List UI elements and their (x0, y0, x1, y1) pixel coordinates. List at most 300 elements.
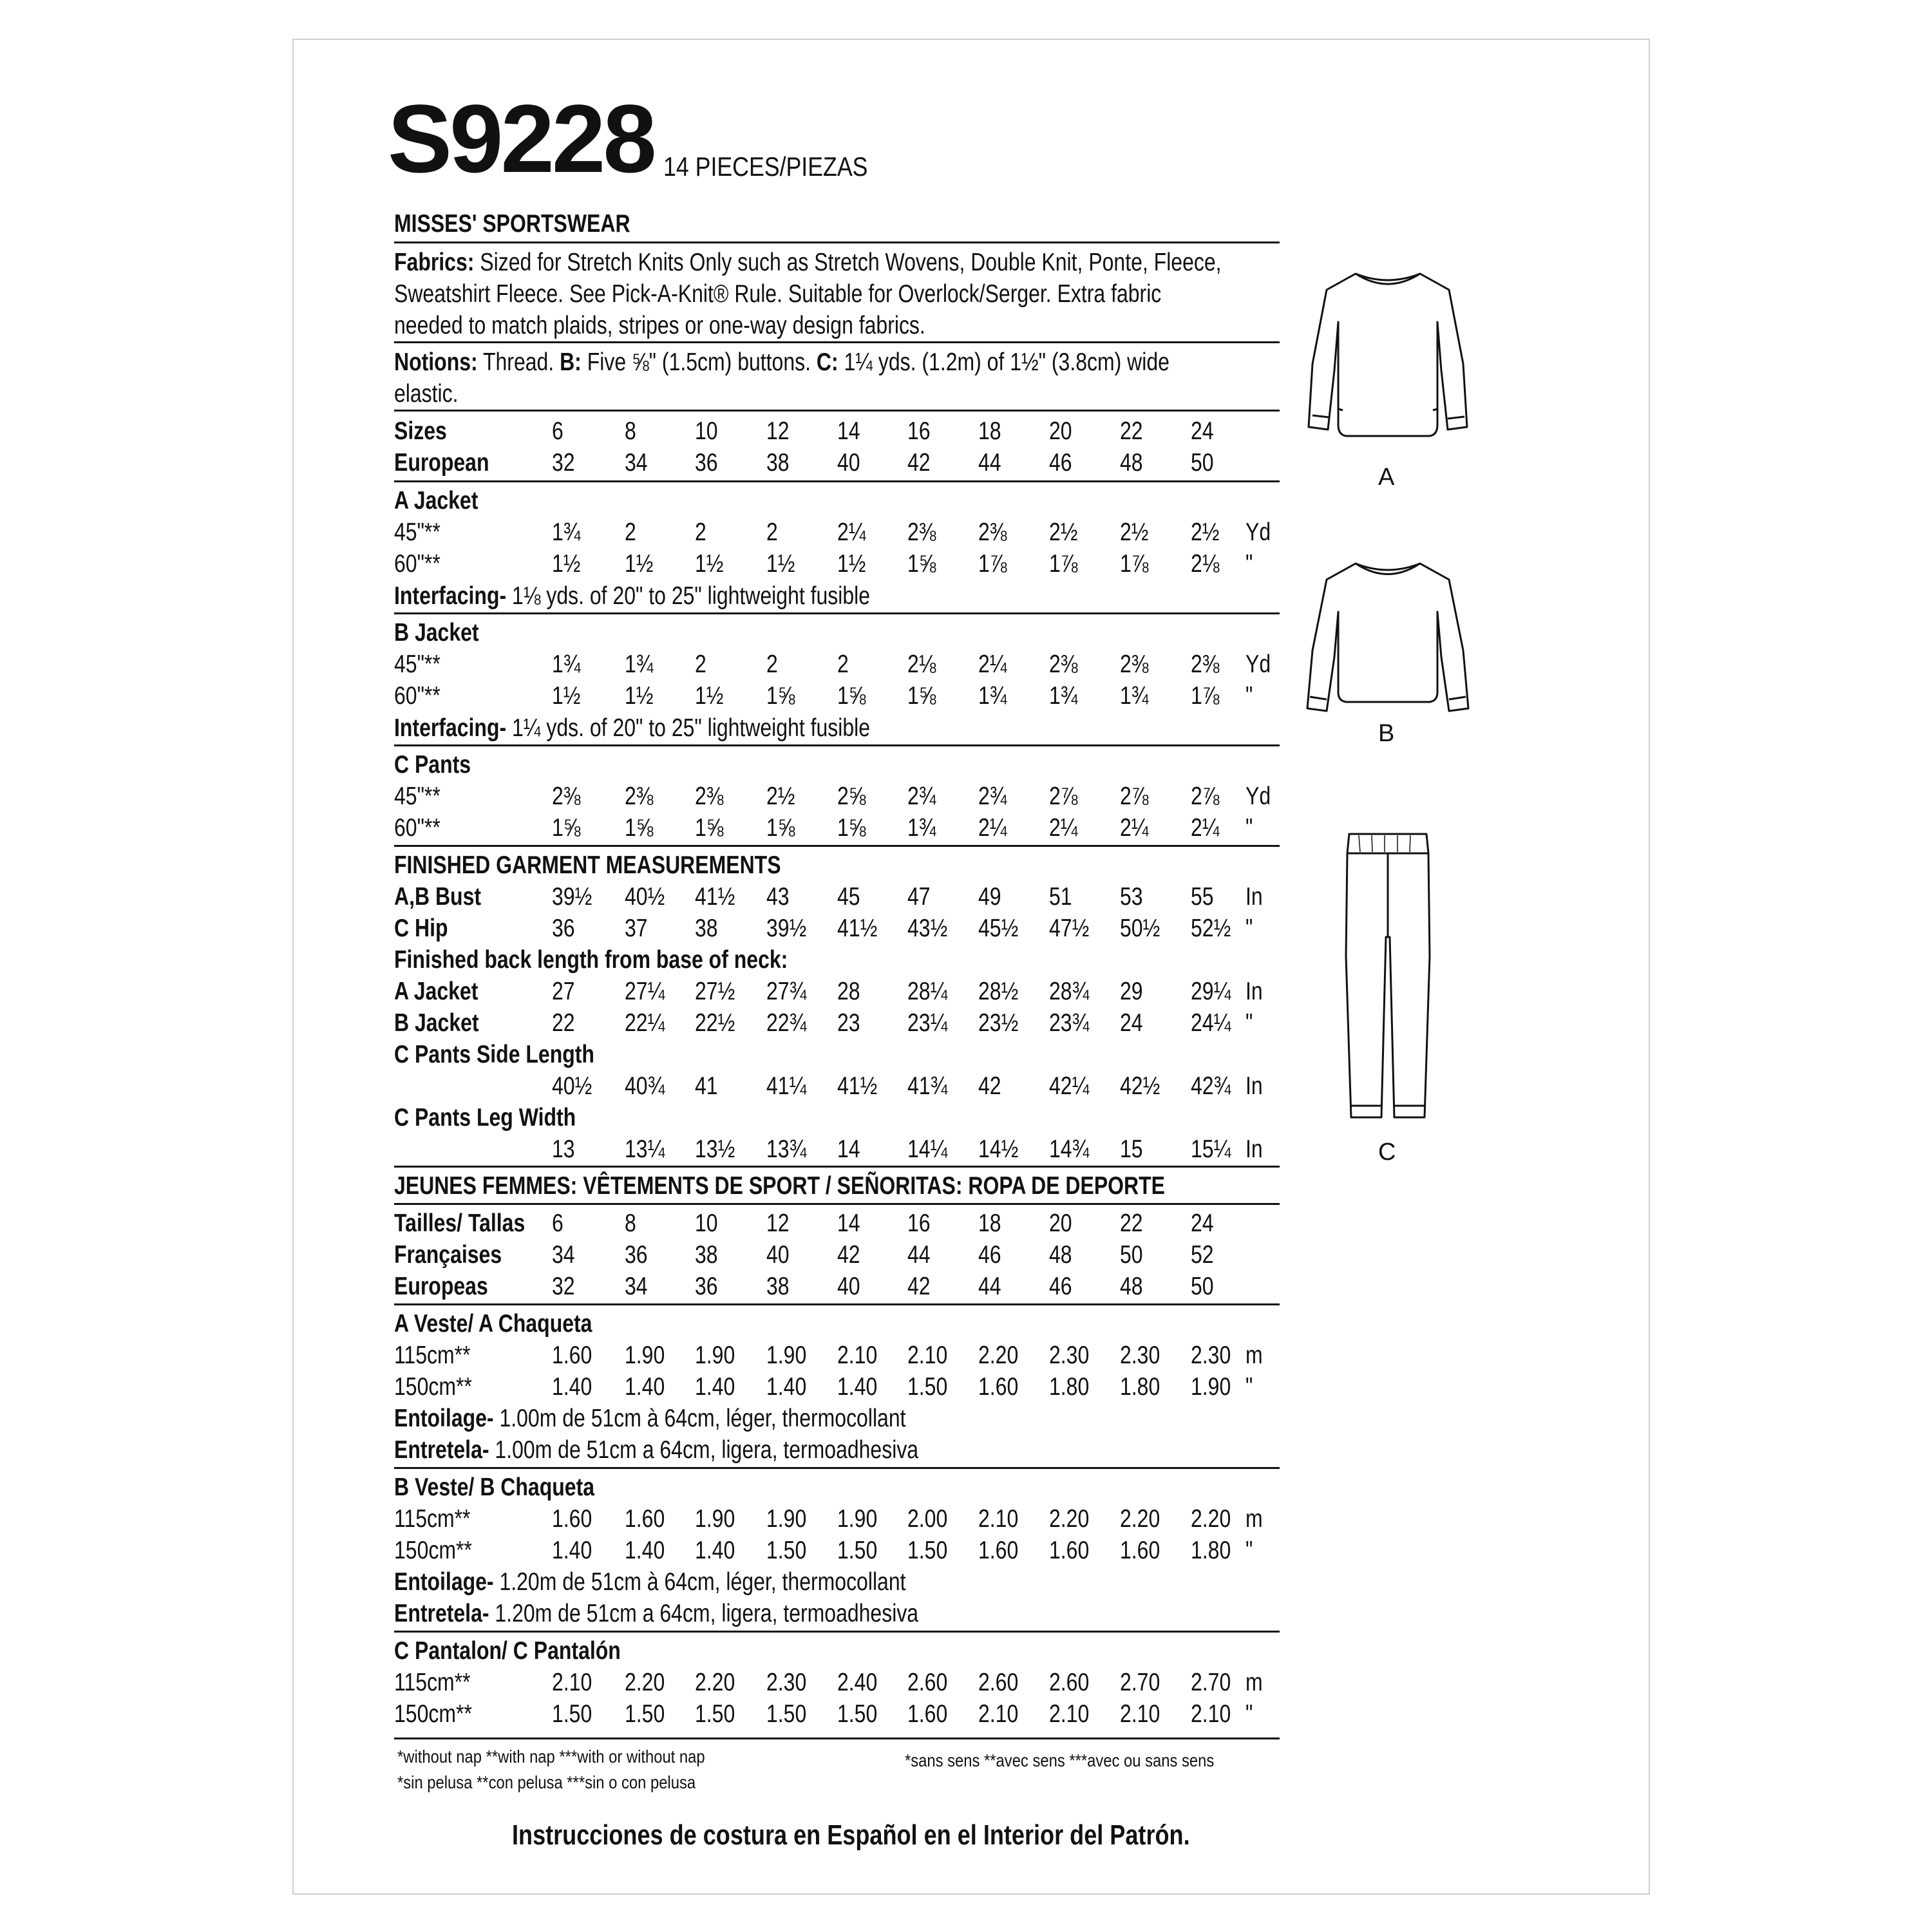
b-veste-150-cell: 1.50 (766, 1537, 807, 1564)
pants-side-length-cell: 41½ (837, 1072, 878, 1100)
a-veste-115-cell: 1.90 (766, 1341, 807, 1369)
a-veste-150-cell: 1.60 (978, 1373, 1019, 1401)
b-veste-115-cell: 2.20 (1049, 1505, 1090, 1533)
fgm-b-jacket-row-cell: 22¾ (766, 1009, 807, 1037)
pants-leg-width-cell: 15¼ (1191, 1135, 1231, 1163)
illustration-label-c: C (1378, 1139, 1396, 1166)
europeas-row-cell: 36 (695, 1273, 718, 1300)
c-pantalon-115-cell: 2.60 (907, 1669, 948, 1696)
a-veste-115-cell: 2.10 (907, 1341, 948, 1369)
a-jacket-45-cell: 2½ (1120, 518, 1149, 546)
b-veste-title: B Veste/ B Chaqueta (394, 1473, 595, 1501)
b-jacket-interfacing-label: Interfacing- (394, 714, 507, 742)
b-veste-150-cell: 1.40 (695, 1537, 735, 1564)
c-pants-45-cell: 2⅝ (837, 782, 866, 810)
b-jacket-45-cell: 2⅜ (1049, 650, 1078, 678)
fgm-a-jacket-row-label: A Jacket (394, 978, 478, 1005)
bust-row-cell: 53 (1120, 883, 1143, 911)
b-jacket-45-cell: 2 (837, 650, 849, 678)
pants-leg-width-cell: 13¼ (625, 1135, 665, 1163)
c-pantalon-115-cell: 2.70 (1191, 1669, 1231, 1696)
fgm-a-jacket-row-cell: 28 (837, 978, 860, 1005)
a-jacket-45-unit: Yd (1245, 518, 1271, 546)
a-veste-entretela (394, 1437, 918, 1463)
european-row-cell: 32 (552, 449, 575, 477)
illustration-label-a: A (1378, 464, 1395, 491)
a-veste-150-unit: " (1245, 1373, 1253, 1401)
b-veste-115-cell: 2.00 (907, 1505, 948, 1533)
a-jacket-45-cell: 2½ (1191, 518, 1220, 546)
c-pantalon-115-cell: 2.20 (625, 1669, 665, 1696)
a-veste-entretela-text: 1.00m de 51cm a 64cm, ligera, termoadhesiva (489, 1436, 919, 1464)
fabrics-label: Fabrics: (394, 249, 475, 276)
b-veste-115-cell: 1.90 (837, 1505, 878, 1533)
b-veste-115-cell: 2.10 (978, 1505, 1019, 1533)
a-jacket-45-cell: 2⅜ (978, 518, 1007, 546)
b-veste-150-unit: " (1245, 1537, 1253, 1564)
tailles-row-cell: 14 (837, 1209, 860, 1237)
c-pantalon-150-cell: 1.50 (625, 1700, 665, 1728)
table-divider (394, 1303, 1280, 1305)
fgm-b-jacket-row-cell: 24 (1120, 1009, 1143, 1037)
pants-side-length-unit: In (1245, 1072, 1263, 1100)
hip-row-cell: 47½ (1049, 914, 1090, 942)
hip-row-label: C Hip (394, 914, 448, 942)
fgm-b-jacket-row-cell: 23¾ (1049, 1009, 1090, 1037)
pants-leg-width-cell: 14½ (978, 1135, 1019, 1163)
francaises-row-cell: 48 (1049, 1241, 1072, 1269)
c-pants-60-cell: 1⅝ (552, 814, 581, 842)
c-pants-60-cell: 2¼ (1120, 814, 1149, 842)
c-pants-45-cell: 2¾ (978, 782, 1007, 810)
europeas-row-label: Europeas (394, 1273, 488, 1300)
b-veste-entretela-text: 1.20m de 51cm a 64cm, ligera, termoadhesiva (489, 1600, 919, 1627)
europeas-row-cell: 32 (552, 1273, 575, 1300)
a-jacket-60-cell: 1½ (837, 550, 866, 578)
sizes-row-cell: 20 (1049, 417, 1072, 445)
european-row-cell: 34 (625, 449, 648, 477)
b-jacket-60-cell: 1¾ (1120, 682, 1149, 710)
bust-row-label: A,B Bust (394, 883, 482, 911)
b-veste-115-cell: 2.20 (1120, 1505, 1160, 1533)
a-jacket-45-cell: 2 (695, 518, 706, 546)
b-jacket-60-cell: 1½ (552, 682, 581, 710)
a-jacket-60-label: 60"** (394, 550, 440, 578)
hip-row-cell: 36 (552, 914, 575, 942)
b-veste-150-cell: 1.40 (552, 1537, 592, 1564)
pattern-header (388, 84, 868, 193)
francaises-row-cell: 36 (625, 1241, 648, 1269)
a-jacket-title: A Jacket (394, 487, 478, 515)
tailles-row-cell: 6 (552, 1209, 564, 1237)
pants-c-icon (1333, 828, 1443, 1130)
pants-leg-width-cell: 14¼ (907, 1135, 948, 1163)
european-row-label: European (394, 449, 489, 477)
b-veste-150-cell: 1.60 (1049, 1537, 1090, 1564)
spanish-instructions-note: Instrucciones de costura en Español en el Interior del Patrón. (512, 1819, 1190, 1851)
a-jacket-60-cell: 1⅞ (1120, 550, 1149, 578)
b-veste-150-cell: 1.50 (907, 1537, 948, 1564)
b-jacket-45-cell: 2 (766, 650, 778, 678)
pants-side-length-cell: 42¾ (1191, 1072, 1231, 1100)
sizes-row-cell: 12 (766, 417, 790, 445)
bust-row-cell: 55 (1191, 883, 1214, 911)
pants-leg-width-cell: 13¾ (766, 1135, 807, 1163)
c-pantalon-150-cell: 1.50 (837, 1700, 878, 1728)
fgm-b-jacket-row-cell: 23¼ (907, 1009, 948, 1037)
b-jacket-title: B Jacket (394, 619, 479, 647)
francaises-row-cell: 34 (552, 1241, 575, 1269)
b-veste-150-cell: 1.60 (978, 1537, 1019, 1564)
b-jacket-60-cell: 1⅞ (1191, 682, 1220, 710)
c-pantalon-150-cell: 2.10 (978, 1700, 1019, 1728)
jacket-a-icon (1294, 261, 1481, 454)
a-veste-150-label: 150cm** (394, 1373, 472, 1401)
c-pants-60-cell: 1⅝ (625, 814, 654, 842)
francaises-row-cell: 44 (907, 1241, 931, 1269)
a-jacket-45-label: 45"** (394, 518, 440, 546)
c-pants-45-label: 45"** (394, 782, 440, 810)
francaises-row-cell: 52 (1191, 1241, 1214, 1269)
c-pants-60-cell: 1⅝ (837, 814, 866, 842)
a-veste-entoilage (394, 1406, 906, 1431)
europeas-row-cell: 50 (1191, 1273, 1214, 1300)
francaises-row-label: Françaises (394, 1241, 502, 1269)
european-row-cell: 40 (837, 449, 860, 477)
back-length-title: Finished back length from base of neck: (394, 946, 788, 974)
c-pantalon-115-cell: 2.30 (766, 1669, 807, 1696)
b-jacket-60-cell: 1½ (695, 682, 724, 710)
a-veste-115-cell: 2.20 (978, 1341, 1019, 1369)
a-veste-150-cell: 1.50 (907, 1373, 948, 1401)
hip-row-cell: 50½ (1120, 914, 1160, 942)
a-jacket-60-cell: 1½ (695, 550, 724, 578)
c-pantalon-115-cell: 2.60 (1049, 1669, 1090, 1696)
c-pantalon-115-cell: 2.60 (978, 1669, 1019, 1696)
b-veste-150-cell: 1.40 (625, 1537, 665, 1564)
tailles-row-cell: 8 (625, 1209, 636, 1237)
sizes-row-label: Sizes (394, 417, 447, 445)
table-divider (394, 1467, 1280, 1469)
notions-b-text: Five ⅝" (1.5cm) buttons. (581, 348, 817, 376)
b-veste-150-label: 150cm** (394, 1537, 472, 1564)
b-veste-150-cell: 1.60 (1120, 1537, 1160, 1564)
sizes-row-cell: 18 (978, 417, 1001, 445)
francaises-row-cell: 46 (978, 1241, 1001, 1269)
a-jacket-60-unit: " (1245, 550, 1253, 578)
b-jacket-60-cell: 1½ (625, 682, 654, 710)
b-jacket-60-cell: 1⅝ (766, 682, 795, 710)
a-veste-115-cell: 1.60 (552, 1341, 592, 1369)
tailles-row-cell: 12 (766, 1209, 790, 1237)
pants-side-length-cell: 42¼ (1049, 1072, 1090, 1100)
b-jacket-interfacing (394, 715, 870, 741)
a-veste-150-cell: 1.40 (837, 1373, 878, 1401)
notions-line-2: elastic. (394, 380, 459, 408)
c-pants-60-cell: 1⅝ (695, 814, 724, 842)
pants-leg-width-unit: In (1245, 1135, 1263, 1163)
pants-leg-width-label: C Pants Leg Width (394, 1104, 576, 1132)
pants-side-length-cell: 42 (978, 1072, 1001, 1100)
hip-row-cell: 38 (695, 914, 718, 942)
b-jacket-60-cell: 1⅝ (907, 682, 936, 710)
a-jacket-45-cell: 2 (625, 518, 636, 546)
hip-row-cell: 43½ (907, 914, 948, 942)
sizes-row-cell: 24 (1191, 417, 1214, 445)
a-jacket-60-cell: 1⅝ (907, 550, 936, 578)
hip-row-cell: 39½ (766, 914, 807, 942)
table-divider (394, 480, 1280, 482)
notions-line-1 (394, 350, 1170, 375)
section-title: MISSES' SPORTSWEAR (394, 210, 630, 238)
b-veste-115-cell: 1.60 (552, 1505, 592, 1533)
b-veste-entoilage (394, 1569, 906, 1595)
table-divider (394, 744, 1280, 746)
a-jacket-45-cell: 2 (766, 518, 778, 546)
europeas-row-cell: 44 (978, 1273, 1001, 1300)
europeas-row-cell: 34 (625, 1273, 648, 1300)
europeas-row-cell: 46 (1049, 1273, 1072, 1300)
pieces-count: 14 PIECES/PIEZAS (663, 151, 868, 182)
fgm-b-jacket-row-label: B Jacket (394, 1009, 479, 1037)
c-pants-45-cell: 2⅜ (552, 782, 581, 810)
fgm-a-jacket-row-cell: 28¾ (1049, 978, 1090, 1005)
c-pantalon-150-cell: 1.50 (766, 1700, 807, 1728)
tailles-row-cell: 20 (1049, 1209, 1072, 1237)
hip-row-cell: 45½ (978, 914, 1019, 942)
a-veste-115-label: 115cm** (394, 1341, 471, 1369)
fgm-a-jacket-row-cell: 29 (1120, 978, 1143, 1005)
fr-es-title: JEUNES FEMMES: VÊTEMENTS DE SPORT / SEÑORITAS: ROPA DE DEPORTE (394, 1172, 1166, 1200)
bust-row-cell: 40½ (625, 883, 665, 911)
bust-row-cell: 47 (907, 883, 931, 911)
fabrics-line-2: Sweatshirt Fleece. See Pick-A-Knit® Rule. Suitable for Overlock/Serger. Extra fabric (394, 280, 1162, 308)
european-row-cell: 44 (978, 449, 1001, 477)
notions-text: Thread. (477, 348, 560, 376)
b-veste-entoilage-text: 1.20m de 51cm à 64cm, léger, thermocollant (493, 1568, 906, 1596)
a-veste-115-cell: 2.30 (1049, 1341, 1090, 1369)
a-jacket-interfacing-text: 1⅛ yds. of 20" to 25" lightweight fusible (506, 582, 871, 610)
tailles-row-cell: 10 (695, 1209, 718, 1237)
a-veste-150-cell: 1.40 (695, 1373, 735, 1401)
b-jacket-45-cell: 1¾ (625, 650, 654, 678)
a-veste-150-cell: 1.80 (1120, 1373, 1160, 1401)
tailles-row-cell: 22 (1120, 1209, 1143, 1237)
c-pantalon-title: C Pantalon/ C Pantalón (394, 1637, 621, 1665)
c-pants-60-cell: 2¼ (1049, 814, 1078, 842)
b-veste-115-cell: 2.20 (1191, 1505, 1231, 1533)
pattern-code: S9228 (388, 84, 654, 193)
a-veste-150-cell: 1.40 (625, 1373, 665, 1401)
a-jacket-45-cell: 2¼ (837, 518, 866, 546)
b-jacket-60-cell: 1⅝ (837, 682, 866, 710)
b-jacket-60-label: 60"** (394, 682, 440, 710)
a-veste-title: A Veste/ A Chaqueta (394, 1310, 592, 1338)
c-pantalon-115-cell: 2.10 (552, 1669, 592, 1696)
b-veste-115-label: 115cm** (394, 1505, 471, 1533)
table-divider (394, 612, 1280, 614)
european-row-cell: 46 (1049, 449, 1072, 477)
fabrics-text: Sized for Stretch Knits Only such as Stretch Wovens, Double Knit, Ponte, Fleece, (474, 249, 1222, 276)
footnote-es: *sin pelusa **con pelusa ***sin o con pelusa (397, 1772, 696, 1792)
pants-side-length-cell: 41¼ (766, 1072, 807, 1100)
table-divider (394, 242, 1280, 243)
c-pantalon-150-cell: 1.60 (907, 1700, 948, 1728)
sizes-row-cell: 14 (837, 417, 860, 445)
c-pants-60-unit: " (1245, 814, 1253, 842)
a-veste-115-cell: 1.90 (625, 1341, 665, 1369)
fgm-a-jacket-row-cell: 27¾ (766, 978, 807, 1005)
europeas-row-cell: 38 (766, 1273, 790, 1300)
illustration-label-b: B (1378, 720, 1395, 747)
bust-row-cell: 43 (766, 883, 790, 911)
sizes-row-cell: 6 (552, 417, 564, 445)
b-jacket-45-cell: 2¼ (978, 650, 1007, 678)
table-divider (394, 1166, 1280, 1168)
a-jacket-interfacing (394, 583, 870, 609)
b-veste-115-cell: 1.60 (625, 1505, 665, 1533)
fgm-b-jacket-row-cell: 22 (552, 1009, 575, 1037)
a-jacket-60-cell: 1½ (625, 550, 654, 578)
european-row-cell: 50 (1191, 449, 1214, 477)
bust-row-cell: 39½ (552, 883, 592, 911)
fabrics-line-3: needed to match plaids, stripes or one-way design fabrics. (394, 312, 925, 340)
a-veste-150-cell: 1.90 (1191, 1373, 1231, 1401)
europeas-row-cell: 42 (907, 1273, 931, 1300)
fgm-b-jacket-row-cell: 23½ (978, 1009, 1019, 1037)
pants-side-length-label: C Pants Side Length (394, 1041, 594, 1068)
b-jacket-45-label: 45"** (394, 650, 440, 678)
a-veste-115-unit: m (1245, 1341, 1263, 1369)
notions-c-label: C: (816, 348, 838, 376)
table-divider (394, 341, 1280, 343)
francaises-row-cell: 42 (837, 1241, 860, 1269)
francaises-row-cell: 50 (1120, 1241, 1143, 1269)
francaises-row-cell: 38 (695, 1241, 718, 1269)
pants-side-length-cell: 40¾ (625, 1072, 665, 1100)
c-pantalon-115-label: 115cm** (394, 1669, 471, 1696)
a-jacket-60-cell: 1⅞ (978, 550, 1007, 578)
a-jacket-60-cell: 2⅛ (1191, 550, 1220, 578)
c-pants-45-cell: 2¾ (907, 782, 936, 810)
c-pantalon-115-unit: m (1245, 1669, 1263, 1696)
hip-row-unit: " (1245, 914, 1253, 942)
c-pantalon-150-cell: 2.10 (1191, 1700, 1231, 1728)
fgm-a-jacket-row-cell: 29¼ (1191, 978, 1231, 1005)
sizes-row-cell: 22 (1120, 417, 1143, 445)
pants-leg-width-cell: 13½ (695, 1135, 735, 1163)
a-jacket-60-cell: 1½ (766, 550, 795, 578)
c-pantalon-150-label: 150cm** (394, 1700, 472, 1728)
fgm-a-jacket-row-cell: 27 (552, 978, 575, 1005)
c-pants-60-label: 60"** (394, 814, 440, 842)
fgm-a-jacket-row-cell: 27½ (695, 978, 735, 1005)
c-pantalon-115-cell: 2.20 (695, 1669, 735, 1696)
pants-side-length-cell: 41 (695, 1072, 718, 1100)
b-jacket-60-cell: 1¾ (978, 682, 1007, 710)
b-jacket-45-cell: 2 (695, 650, 706, 678)
b-veste-115-cell: 1.90 (695, 1505, 735, 1533)
c-pants-45-cell: 2⅞ (1191, 782, 1220, 810)
a-jacket-45-cell: 2⅜ (907, 518, 936, 546)
a-veste-entoilage-label: Entoilage- (394, 1405, 494, 1432)
c-pantalon-150-cell: 2.10 (1120, 1700, 1160, 1728)
c-pantalon-150-cell: 1.50 (695, 1700, 735, 1728)
fgm-b-jacket-row-unit: " (1245, 1009, 1253, 1037)
a-veste-115-cell: 2.30 (1120, 1341, 1160, 1369)
european-row-cell: 38 (766, 449, 790, 477)
europeas-row-cell: 48 (1120, 1273, 1143, 1300)
pants-leg-width-cell: 13 (552, 1135, 575, 1163)
b-veste-entretela-label: Entretela- (394, 1600, 489, 1627)
pants-leg-width-cell: 14¾ (1049, 1135, 1090, 1163)
b-jacket-45-unit: Yd (1245, 650, 1271, 678)
b-veste-115-cell: 1.90 (766, 1505, 807, 1533)
b-jacket-60-unit: " (1245, 682, 1253, 710)
bust-row-cell: 49 (978, 883, 1001, 911)
table-divider (394, 845, 1280, 847)
c-pantalon-150-unit: " (1245, 1700, 1253, 1728)
sizes-row-cell: 10 (695, 417, 718, 445)
fgm-a-jacket-row-cell: 28¼ (907, 978, 948, 1005)
table-divider (394, 1738, 1280, 1739)
tailles-row-cell: 16 (907, 1209, 931, 1237)
c-pantalon-115-cell: 2.40 (837, 1669, 878, 1696)
c-pants-60-cell: 2¼ (978, 814, 1007, 842)
b-veste-entretela (394, 1601, 918, 1626)
footnote-en: *without nap **with nap ***with or without nap (397, 1747, 705, 1766)
c-pants-title: C Pants (394, 751, 471, 779)
b-jacket-45-cell: 2⅛ (907, 650, 936, 678)
c-pants-45-unit: Yd (1245, 782, 1271, 810)
pants-side-length-cell: 42½ (1120, 1072, 1160, 1100)
fabrics-line-1 (394, 250, 1222, 275)
fgm-a-jacket-row-cell: 28½ (978, 978, 1019, 1005)
tailles-row-cell: 18 (978, 1209, 1001, 1237)
tailles-row-cell: 24 (1191, 1209, 1214, 1237)
fgm-a-jacket-row-unit: In (1245, 978, 1263, 1005)
table-divider (394, 1631, 1280, 1633)
c-pants-45-cell: 2⅜ (625, 782, 654, 810)
c-pants-60-cell: 1¾ (907, 814, 936, 842)
bust-row-cell: 45 (837, 883, 860, 911)
notions-b-label: B: (560, 348, 582, 376)
table-divider (394, 1203, 1280, 1205)
a-jacket-60-cell: 1⅞ (1049, 550, 1078, 578)
bust-row-cell: 41½ (695, 883, 735, 911)
hip-row-cell: 41½ (837, 914, 878, 942)
sizes-row-cell: 8 (625, 417, 636, 445)
a-veste-150-cell: 1.80 (1049, 1373, 1090, 1401)
b-veste-150-cell: 1.80 (1191, 1537, 1231, 1564)
bust-row-cell: 51 (1049, 883, 1072, 911)
jacket-b-icon (1294, 554, 1481, 721)
a-jacket-interfacing-label: Interfacing- (394, 582, 507, 610)
c-pants-45-cell: 2⅜ (695, 782, 724, 810)
a-veste-115-cell: 1.90 (695, 1341, 735, 1369)
francaises-row-cell: 40 (766, 1241, 790, 1269)
fgm-title: FINISHED GARMENT MEASUREMENTS (394, 851, 781, 879)
european-row-cell: 42 (907, 449, 931, 477)
hip-row-cell: 37 (625, 914, 648, 942)
notions-label: Notions: (394, 348, 478, 376)
european-row-cell: 36 (695, 449, 718, 477)
fgm-b-jacket-row-cell: 24¼ (1191, 1009, 1231, 1037)
a-veste-entoilage-text: 1.00m de 51cm à 64cm, léger, thermocollant (493, 1405, 906, 1432)
b-jacket-45-cell: 1¾ (552, 650, 581, 678)
b-veste-150-cell: 1.50 (837, 1537, 878, 1564)
bust-row-unit: In (1245, 883, 1263, 911)
